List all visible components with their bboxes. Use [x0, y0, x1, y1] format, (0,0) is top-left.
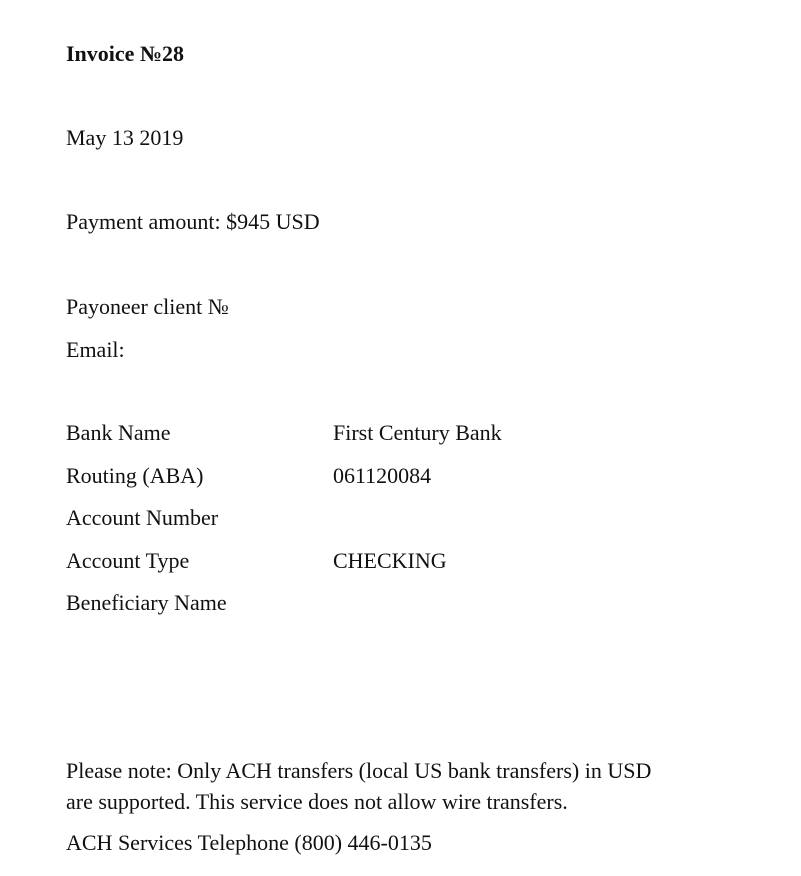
- bank-name-value: First Century Bank: [333, 420, 502, 445]
- beneficiary-name-label: Beneficiary Name: [66, 590, 227, 615]
- account-type-value: CHECKING: [333, 548, 447, 573]
- client-number-label: Payoneer client №: [66, 294, 229, 319]
- invoice-title: Invoice №28: [66, 41, 185, 66]
- email-label: Email:: [66, 337, 125, 362]
- routing-label: Routing (ABA): [66, 463, 204, 488]
- routing-value: 061120084: [333, 463, 432, 488]
- account-number-label: Account Number: [66, 505, 219, 530]
- note-line-2: are supported. This service does not allow wire transfers.: [66, 789, 568, 814]
- invoice-date: May 13 2019: [66, 125, 184, 150]
- payment-amount: Payment amount: $945 USD: [66, 209, 320, 234]
- ach-telephone: ACH Services Telephone (800) 446-0135: [66, 830, 432, 855]
- account-type-label: Account Type: [66, 548, 190, 573]
- note-line-1: Please note: Only ACH transfers (local US bank transfers) in USD: [66, 758, 652, 783]
- bank-name-label: Bank Name: [66, 420, 171, 445]
